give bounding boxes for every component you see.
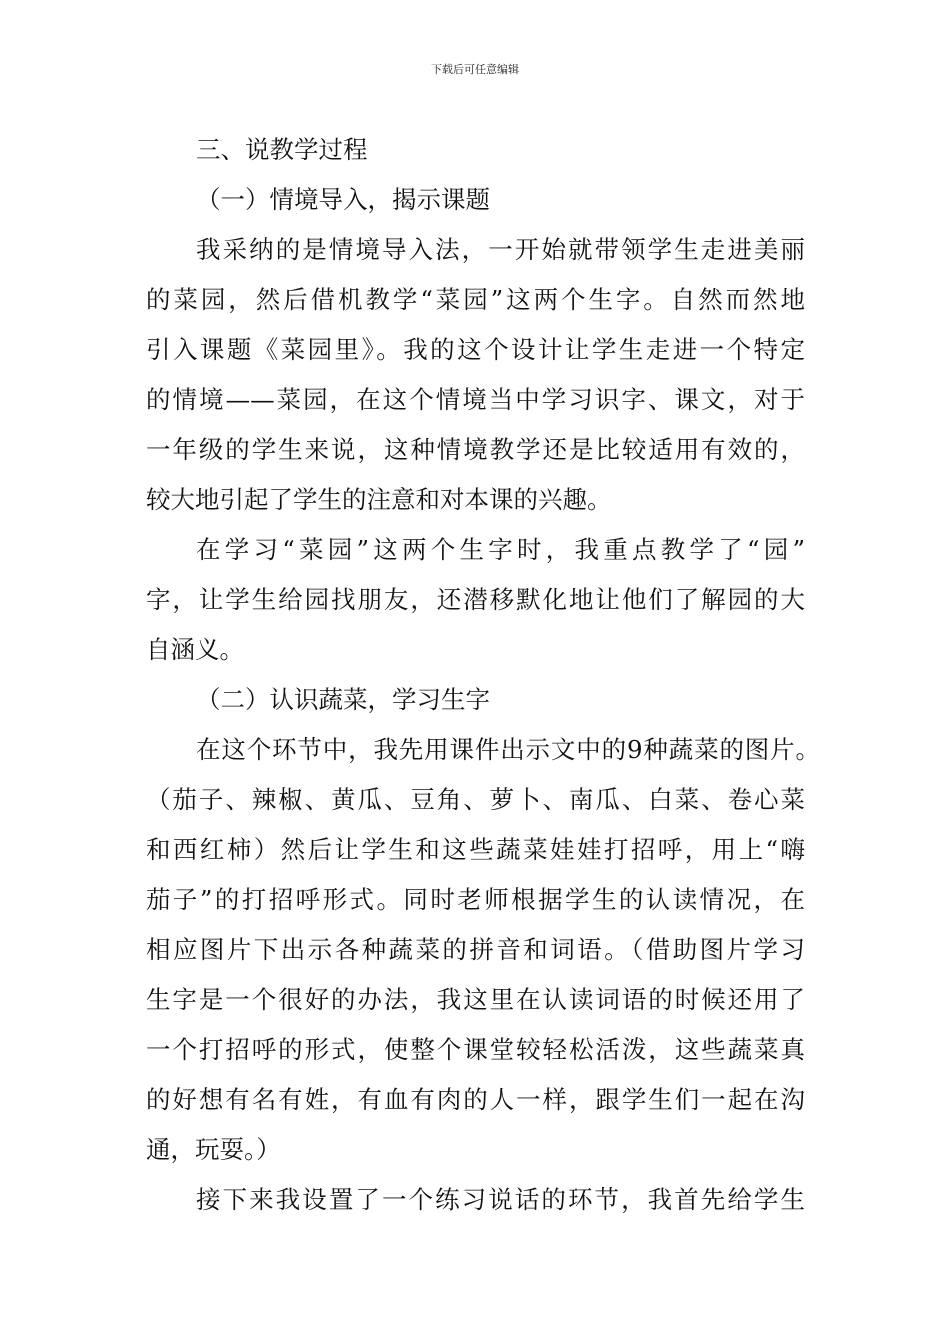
paragraph-line: 茄子”的打招呼形式。同时老师根据学生的认读情况，在 [146, 885, 805, 914]
paragraph-line: 生字是一个很好的办法，我这里在认读词语的时候还用了 [146, 985, 805, 1014]
page-header: 下载后可任意编辑 [431, 63, 519, 76]
paragraph-line: 一年级的学生来说，这种情境教学还是比较适用有效的， [146, 435, 805, 464]
paragraph-line: 相应图片下出示各种蔬菜的拼音和词语。（借助图片学习 [146, 935, 805, 964]
paragraph-line: （茄子、辣椒、黄瓜、豆角、萝卜、南瓜、白菜、卷心菜 [146, 785, 805, 814]
paragraph-line: 的情境——菜园，在这个情境当中学习识字、课文，对于 [146, 385, 805, 414]
paragraph-line: 我采纳的是情境导入法，一开始就带领学生走进美丽 [196, 235, 805, 264]
paragraph-line: 字，让学生给园找朋友，还潜移默化地让他们了解园的大 [146, 585, 805, 614]
paragraph-line: 的好想有名有姓，有血有肉的人一样，跟学生们一起在沟 [146, 1085, 805, 1114]
paragraph-line: 自涵义。 [146, 635, 244, 664]
paragraph-line: 和西红柿）然后让学生和这些蔬菜娃娃打招呼，用上“嗨 [146, 835, 805, 864]
paragraph-line: 通，玩耍。） [146, 1135, 281, 1164]
paragraph-line: 的菜园，然后借机教学“菜园”这两个生字。自然而然地 [146, 285, 805, 314]
section-heading: 三、说教学过程 [196, 135, 368, 164]
paragraph-line: 接下来我设置了一个练习说话的环节，我首先给学生 [196, 1185, 805, 1214]
paragraph-line: 引入课题《菜园里》。我的这个设计让学生走进一个特定 [146, 335, 805, 364]
paragraph-line: 较大地引起了学生的注意和对本课的兴趣。 [146, 485, 612, 514]
subsection-heading: （二）认识蔬菜，学习生字 [196, 685, 490, 714]
paragraph-line: 在学习“菜园”这两个生字时，我重点教学了“园” [196, 535, 805, 564]
paragraph-line: 一个打招呼的形式，使整个课堂较轻松活泼，这些蔬菜真 [146, 1035, 805, 1064]
subsection-heading: （一）情境导入，揭示课题 [196, 185, 490, 214]
paragraph-line: 在这个环节中，我先用课件出示文中的9种蔬菜的图片。 [196, 735, 820, 764]
